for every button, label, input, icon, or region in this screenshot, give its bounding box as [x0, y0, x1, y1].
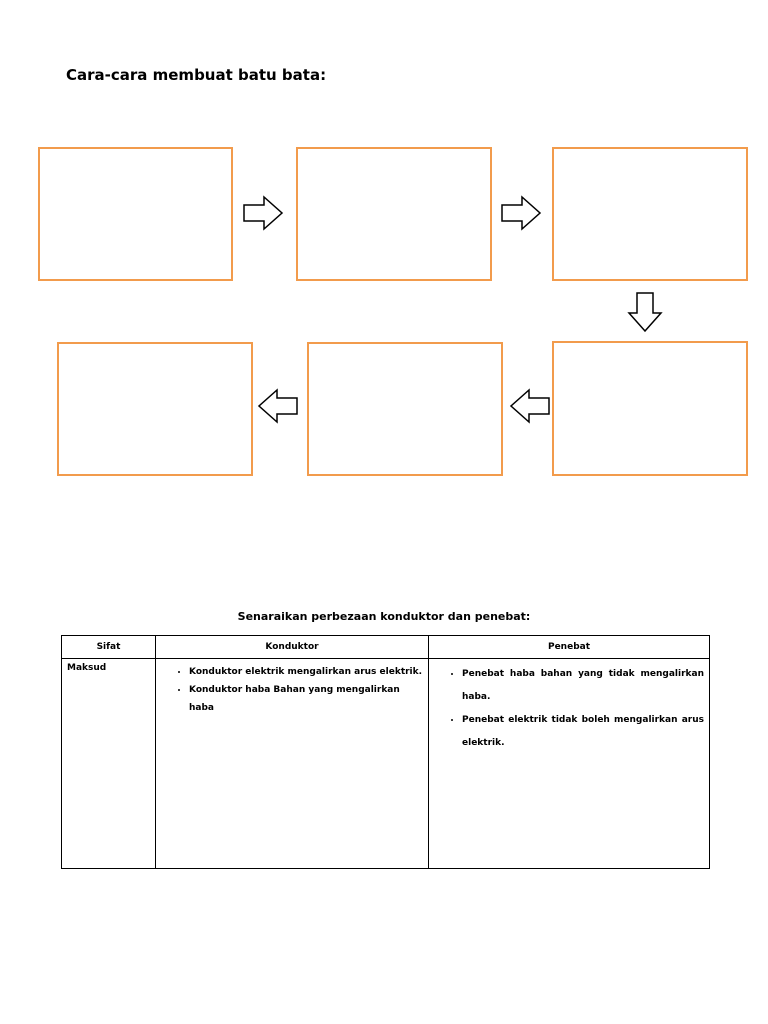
penebat-list	[434, 663, 704, 755]
arrow-right-icon	[500, 195, 542, 231]
table-title: Senaraikan perbezaan konduktor dan penebat:	[237, 610, 531, 623]
flow-step-box-4[interactable]	[552, 341, 748, 476]
flow-step-box-3[interactable]	[552, 147, 748, 281]
table-row	[62, 659, 710, 869]
list-item: • Penebat haba bahan yang tidak mengalirkan haba.	[462, 663, 704, 709]
header-sifat: Sifat	[62, 636, 156, 659]
comparison-table	[61, 635, 710, 869]
list-item: • Konduktor elektrik mengalirkan arus elektrik.	[189, 663, 423, 681]
row-label-maksud: Maksud	[62, 659, 156, 869]
flow-step-box-6[interactable]	[57, 342, 253, 476]
list-item: • Konduktor haba Bahan yang mengalirkan haba	[189, 681, 423, 717]
arrow-left-icon	[509, 388, 551, 424]
arrow-right-icon	[242, 195, 284, 231]
list-item: • Penebat elektrik tidak boleh mengalirkan arus elektrik.	[462, 709, 704, 755]
flow-step-box-5[interactable]	[307, 342, 503, 476]
flow-step-box-2[interactable]	[296, 147, 492, 281]
flow-step-box-1[interactable]	[38, 147, 233, 281]
konduktor-list	[161, 663, 423, 717]
page-heading: Cara-cara membuat batu bata:	[66, 66, 327, 84]
header-konduktor: Konduktor	[156, 636, 429, 659]
table-header-row	[62, 636, 710, 659]
konduktor-cell	[156, 659, 429, 869]
arrow-left-icon	[257, 388, 299, 424]
header-penebat: Penebat	[429, 636, 710, 659]
arrow-down-icon	[627, 291, 663, 333]
penebat-cell	[429, 659, 710, 869]
